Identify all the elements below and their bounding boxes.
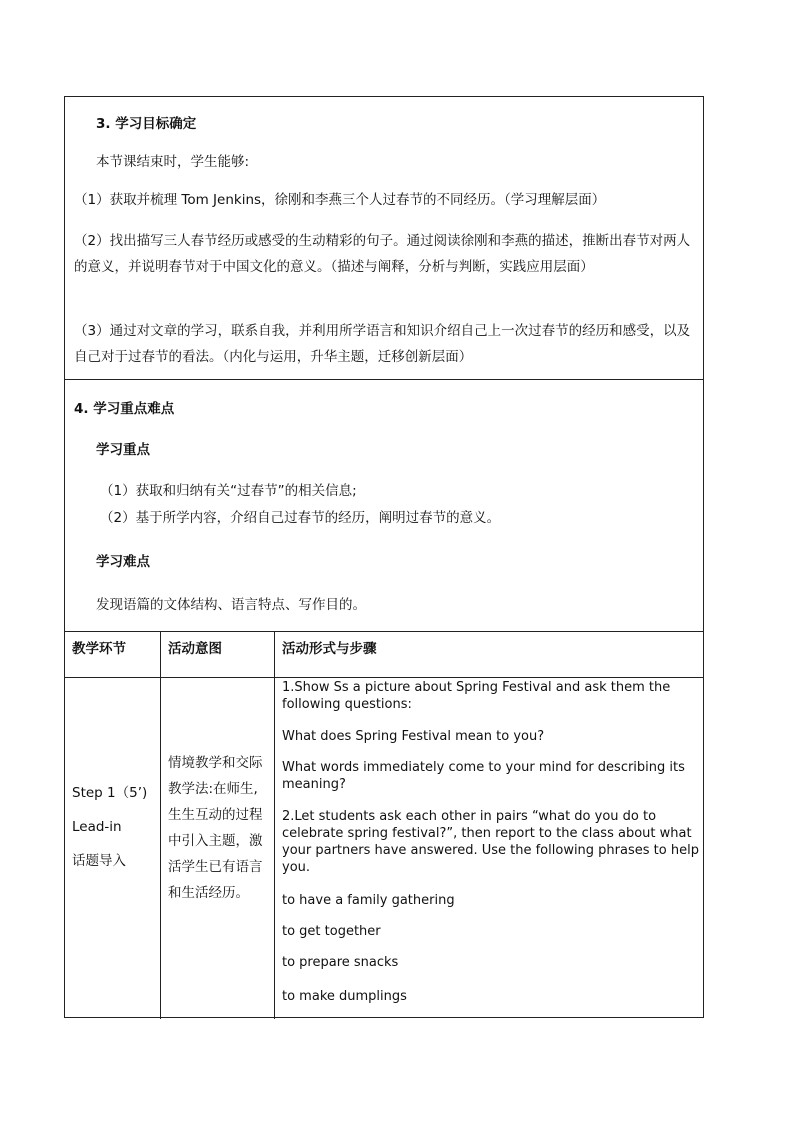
question-1: What does Spring Festival mean to you? bbox=[282, 729, 545, 744]
phrase-4: to make dumplings bbox=[282, 989, 407, 1004]
step-name: Lead-in bbox=[72, 819, 122, 835]
objective-1: （1）获取并梳理 Tom Jenkins，徐刚和李燕三个人过春节的不同经历。（学习理解层面） bbox=[74, 192, 606, 208]
column-divider-1 bbox=[160, 631, 161, 1019]
activity-step-2: 2.Let students ask each other in pairs “what do you do to celebrate spring festival?”, then report to the class about what your partners have answered. Use the following phrases to help you. bbox=[282, 809, 699, 875]
column-divider-2 bbox=[274, 631, 275, 1019]
header-activity-steps: 活动形式与步骤 bbox=[282, 641, 377, 657]
difficulty-heading: 学习难点 bbox=[96, 554, 150, 570]
section-divider bbox=[65, 379, 703, 380]
header-activity-intent: 活动意图 bbox=[168, 641, 222, 657]
objective-3: （3）通过对文章的学习，联系自我，并利用所学语言和知识介绍自己上一次过春节的经历和感受，以及自己对于过春节的看法。（内化与运用，升华主题，迁移创新层面） bbox=[74, 323, 691, 365]
objective-2: （2）找出描写三人春节经历或感受的生动精彩的句子。通过阅读徐刚和李燕的描述，推断出春节对两人的意义，并说明春节对于中国文化的意义。（描述与阐释，分析与判断，实践应用层面） bbox=[74, 233, 691, 275]
focus-item-1: （1）获取和归纳有关“过春节”的相关信息; bbox=[100, 483, 357, 499]
section3-intro: 本节课结束时，学生能够: bbox=[96, 154, 250, 170]
question-2: What words immediately come to your mind for describing its meaning? bbox=[282, 760, 685, 792]
focus-item-2: （2）基于所学内容，介绍自己过春节的经历，阐明过春节的意义。 bbox=[100, 510, 501, 526]
phrase-3: to prepare snacks bbox=[282, 955, 399, 970]
section4-heading: 4. 学习重点难点 bbox=[74, 401, 175, 417]
phrase-1: to have a family gathering bbox=[282, 893, 455, 908]
section3-heading: 3. 学习目标确定 bbox=[96, 116, 197, 132]
step-label: Step 1（5’) bbox=[72, 785, 148, 801]
activity-step-1: 1.Show Ss a picture about Spring Festival and ask them the following questions: bbox=[282, 680, 671, 712]
activity-intent: 情境教学和交际教学法:在师生,生生互动的过程中引入主题，激活学生已有语言和生活经历。 bbox=[168, 755, 263, 901]
header-teaching-step: 教学环节 bbox=[72, 641, 126, 657]
difficulty-text: 发现语篇的文体结构、语言特点、写作目的。 bbox=[96, 597, 366, 613]
focus-heading: 学习重点 bbox=[96, 442, 150, 458]
phrase-2: to get together bbox=[282, 924, 381, 939]
step-name-cn: 话题导入 bbox=[72, 853, 126, 869]
